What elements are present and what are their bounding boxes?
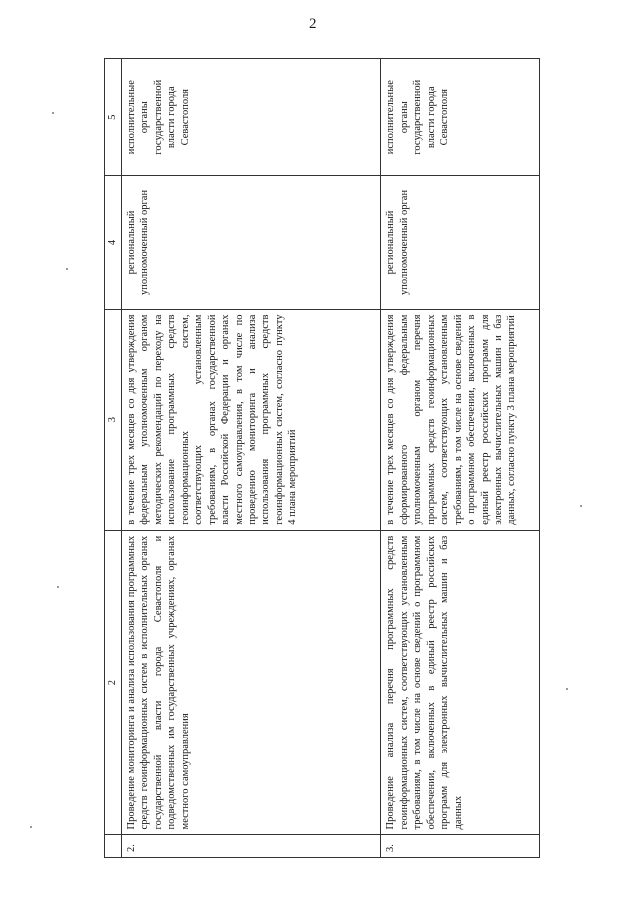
rotated-table-frame (104, 58, 540, 858)
deadline-cell: в течение трех месяцев со дня утверждения сформированного федеральным уполномоченным органом перечня программных средств геоинформационных систем, соответствующих установленным требованиям, в том числе на основе сведений о программном обеспечении, включенных в единый реестр российских программ для электронных вычислительных машин и баз данных, согласно пункту 3 плана мероприятий (381, 309, 540, 530)
scan-speck (57, 586, 59, 588)
header-col-5: 5 (105, 59, 122, 176)
scan-speck (66, 268, 68, 270)
activities-table (104, 58, 540, 858)
header-row (105, 59, 122, 858)
row-number: 2. (122, 835, 381, 858)
deadline-cell: в течение трех месяцев со дня утверждения федеральным уполномоченным органом методических рекомендаций по переходу на использование программных средств геоинформационных систем, соответствующих установленным требованиям, в органах государственной власти Российской Федерации и органах местного самоуправления, в том числе по проведению мониторинга и анализа использования программных средств геоинформационных систем, согласно пункту 4 плана мероприятий (122, 309, 381, 530)
header-col-2: 2 (105, 530, 122, 835)
activity-cell: Проведение мониторинга и анализа использования программных средств геоинформационных систем в исполнительных органах государственной власти города Севастополя и подведомственных им государственных учреждениях, органах местного самоуправления (122, 530, 381, 835)
header-col-3: 3 (105, 309, 122, 530)
scan-speck (30, 826, 32, 828)
scan-speck (52, 112, 54, 114)
scan-speck (566, 688, 568, 690)
page-number: 2 (309, 16, 317, 32)
row-number: 3. (381, 835, 540, 858)
responsible-cell: региональный уполномоченный орган (122, 176, 381, 309)
table-container (104, 58, 540, 858)
activity-cell: Проведение анализа перечня программных средств геоинформационных систем, соответствующих установленным требованиям, в том числе на основе сведений о программном обеспечении, включенных в единый реестр российских программ для электронных вычислительных машин и баз данных (381, 530, 540, 835)
coexecutor-cell: исполнительные органы государственной власти города Севастополя (381, 59, 540, 176)
header-col-1 (105, 835, 122, 858)
coexecutor-cell: исполнительные органы государственной власти города Севастополя (122, 59, 381, 176)
responsible-cell: региональный уполномоченный орган (381, 176, 540, 309)
table-row (122, 59, 381, 858)
header-col-4: 4 (105, 176, 122, 309)
table-row (381, 59, 540, 858)
scan-speck (580, 505, 582, 507)
